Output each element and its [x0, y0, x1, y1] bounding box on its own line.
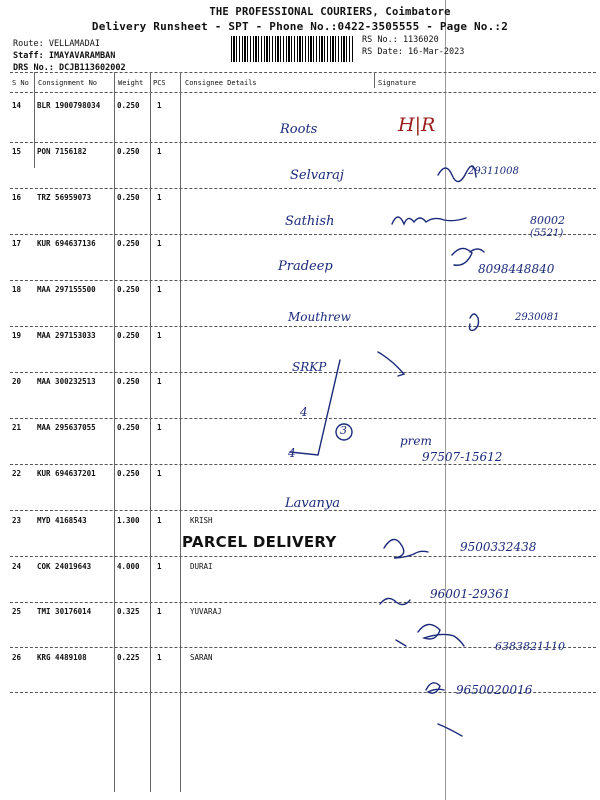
handwritten-name: Lavanya [285, 496, 340, 511]
staff-label: Staff: IMAYAVARAMBAN [13, 51, 116, 61]
handwritten-number: (5521) [530, 228, 564, 239]
row-pcs: 1 [157, 516, 162, 525]
row-sno: 19 [12, 331, 22, 340]
row-weight: 0.225 [117, 653, 140, 662]
row-weight: 1.300 [117, 516, 140, 525]
row-consignee: KRISH [190, 516, 213, 525]
row-pcs: 1 [157, 101, 162, 110]
pen-stroke [438, 724, 462, 736]
row-weight: 4.000 [117, 562, 140, 571]
row-weight: 0.250 [117, 239, 140, 248]
signature-scribble [380, 598, 410, 604]
row-sno: 18 [12, 285, 22, 294]
row-sno: 23 [12, 516, 22, 525]
signature-scribble [384, 539, 428, 558]
handwritten-number: 29311008 [468, 166, 519, 177]
row-weight: 0.250 [117, 101, 140, 110]
runsheet-subtitle: Delivery Runsheet - SPT - Phone No.:0422-3505555 - Page No.:2 [91, 20, 509, 33]
pen-arrow [378, 352, 404, 376]
signature-scribble [438, 166, 476, 182]
route-label: Route: VELLAMADAI [13, 39, 100, 49]
handwritten-name: 4 [300, 405, 308, 419]
row-consignee: SARAN [190, 653, 213, 662]
row-sno: 25 [12, 607, 22, 616]
row-sno: 15 [12, 147, 22, 156]
signature-scribble [418, 624, 464, 646]
row-sno: 16 [12, 193, 22, 202]
handwritten-number: 6383821110 [495, 640, 565, 653]
handwritten-number: 97507-15612 [422, 450, 503, 464]
col-header-sno: S No [12, 79, 29, 87]
row-weight: 0.250 [117, 193, 140, 202]
row-consignment: MAA 297153033 [37, 331, 96, 340]
row-sno: 17 [12, 239, 22, 248]
handwritten-name: Pradeep [278, 259, 333, 274]
rs-number: RS No.: 1136020 [362, 35, 439, 45]
row-pcs: 1 [157, 331, 162, 340]
handwritten-number: 8098448840 [478, 262, 555, 276]
row-consignment: KUR 694637201 [37, 469, 96, 478]
company-name: THE PROFESSIONAL COURIERS, Coimbatore [209, 6, 451, 18]
row-pcs: 1 [157, 285, 162, 294]
row-pcs: 1 [157, 193, 162, 202]
row-weight: 0.250 [117, 377, 140, 386]
handwritten-name: Selvaraj [290, 168, 344, 183]
row-pcs: 1 [157, 607, 162, 616]
handwritten-name: Mouthrew [288, 310, 351, 324]
row-weight: 0.250 [117, 285, 140, 294]
handwritten-number: 2930081 [515, 312, 560, 323]
row-consignment: MAA 295637055 [37, 423, 96, 432]
row-consignment: KUR 694637136 [37, 239, 96, 248]
row-pcs: 1 [157, 377, 162, 386]
col-header-weight: Weight [118, 79, 144, 87]
row-pcs: 1 [157, 423, 162, 432]
handwritten-name: Sathish [285, 214, 335, 229]
row-consignment: MAA 300232513 [37, 377, 96, 386]
row-consignment: MAA 297155500 [37, 285, 96, 294]
col-header-signature: Signature [378, 79, 416, 87]
row-sno: 14 [12, 101, 22, 110]
signature-scribble [392, 217, 466, 224]
handwritten-name: SRKP [292, 360, 327, 374]
row-sno: 21 [12, 423, 22, 432]
parcel-delivery-stamp: PARCEL DELIVERY [182, 533, 337, 551]
handwritten-number: 9500332438 [460, 540, 537, 554]
pen-circle [336, 424, 352, 440]
row-weight: 0.250 [117, 423, 140, 432]
row-weight: 0.250 [117, 469, 140, 478]
col-header-consignment: Consignment No [38, 79, 98, 87]
col-header-pcs: PCS [153, 79, 166, 87]
col-header-consignee: Consignee Details [185, 79, 257, 87]
row-consignment: PON 7156182 [37, 147, 87, 156]
row-consignee: YUVARAJ [190, 607, 222, 616]
signature-scribble [470, 314, 479, 330]
rs-date: RS Date: 16-Mar-2023 [362, 47, 465, 57]
handwritten-name: Roots [280, 122, 318, 137]
row-sno: 24 [12, 562, 22, 571]
row-pcs: 1 [157, 239, 162, 248]
handwritten-number: 9650020016 [456, 683, 533, 697]
handwritten-number: 96001-29361 [430, 587, 511, 601]
pen-bracket [290, 360, 340, 455]
row-pcs: 1 [157, 562, 162, 571]
row-consignment: MYD 4168543 [37, 516, 87, 525]
handwritten-number: 80002 [530, 214, 565, 227]
handwritten-name: 4 [288, 446, 296, 460]
row-consignment: COK 24019643 [37, 562, 92, 571]
row-pcs: 1 [157, 147, 162, 156]
row-pcs: 1 [157, 469, 162, 478]
row-pcs: 1 [157, 653, 162, 662]
row-sno: 20 [12, 377, 22, 386]
row-consignee: DURAI [190, 562, 213, 571]
row-weight: 0.250 [117, 331, 140, 340]
drs-label: DRS No.: DCJB113602002 [13, 63, 126, 73]
pen-stroke [396, 640, 406, 646]
row-weight: 0.250 [117, 147, 140, 156]
signature-scribble [452, 248, 484, 265]
row-consignment: TRZ 56959073 [37, 193, 92, 202]
signature-scribble [426, 683, 444, 693]
row-sno: 26 [12, 653, 22, 662]
row-consignment: TMI 30176014 [37, 607, 92, 616]
row-weight: 0.325 [117, 607, 140, 616]
handwritten-circled-number: 3 [340, 424, 347, 437]
row-consignment: KRG 4489108 [37, 653, 87, 662]
handwritten-name: prem [400, 434, 432, 448]
handwritten-signature: H|R [398, 114, 436, 136]
row-sno: 22 [12, 469, 22, 478]
row-consignment: BLR 1900798034 [37, 101, 101, 110]
